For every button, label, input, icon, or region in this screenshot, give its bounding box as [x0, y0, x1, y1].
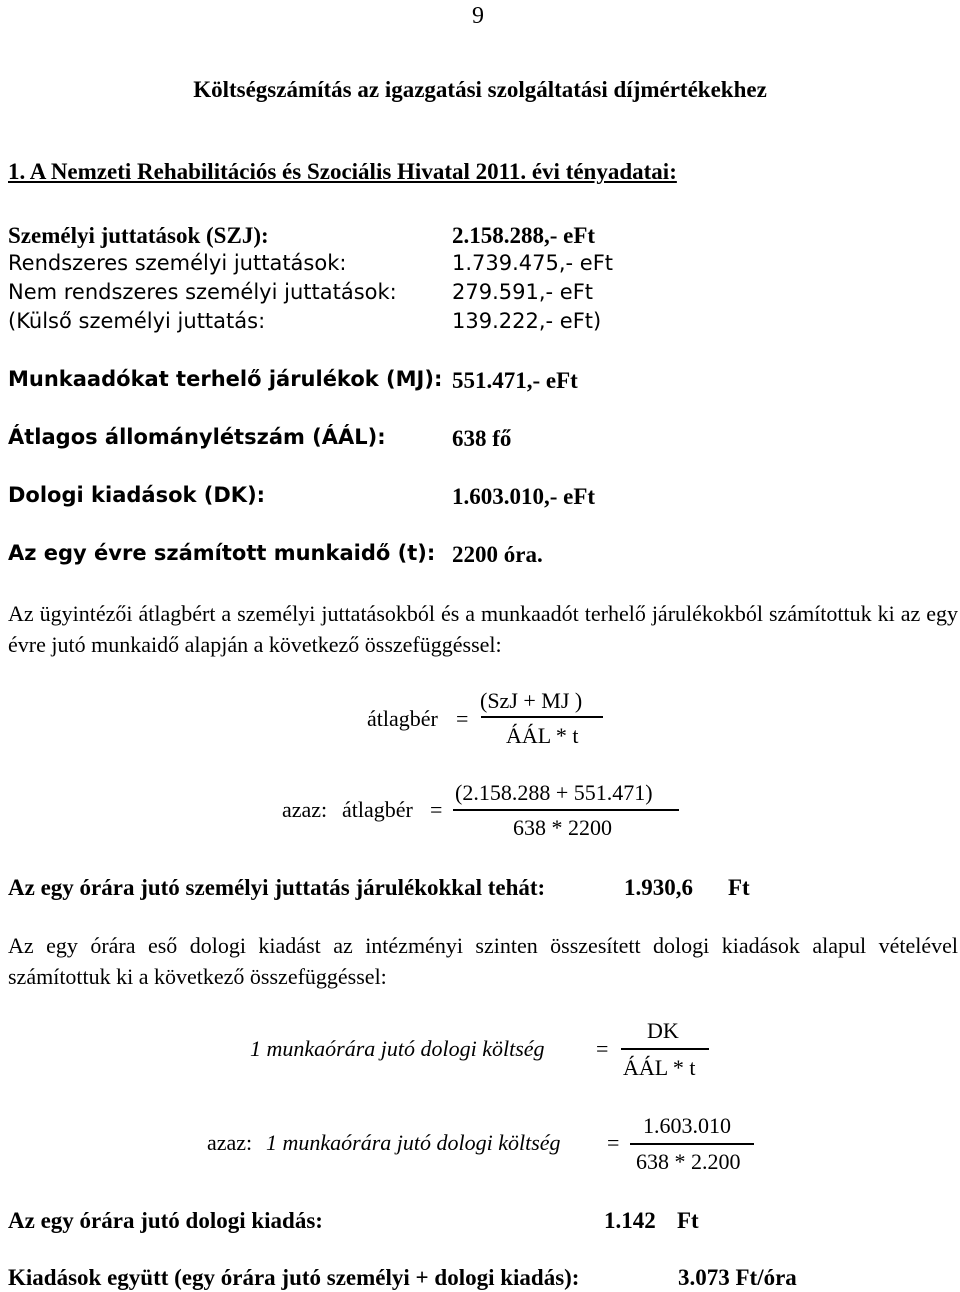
- row-label-mj: Munkaadókat terhelő járulékok (MJ):: [8, 367, 443, 391]
- result2-value: 1.142: [604, 1208, 656, 1233]
- document-title: Költségszámítás az igazgatási szolgáltatási díjmértékekhez: [193, 77, 767, 102]
- page-number: 9: [472, 3, 484, 29]
- formula3-lhs: 1 munkaórára jutó dologi költség: [250, 1036, 545, 1061]
- row-label-dk: Dologi kiadások (DK):: [8, 483, 266, 507]
- row-value-dk: 1.603.010,- eFt: [452, 484, 596, 509]
- result2-unit: Ft: [677, 1208, 699, 1233]
- formula1-lhs: átlagbér: [367, 706, 438, 731]
- row-value-kulso: 139.222,- eFt): [452, 309, 602, 333]
- result3-value: 3.073 Ft/óra: [678, 1265, 797, 1290]
- paragraph-dologi: Az egy órára eső dologi kiadást az intézményi szinten összesített dologi kiadások alapul vételével számítottuk ki a következő összefüggéssel:: [8, 933, 958, 989]
- result1-label: Az egy órára jutó személyi juttatás járulékokkal tehát:: [8, 875, 546, 900]
- formula3-fraction-bar: [621, 1048, 709, 1050]
- row-value-rendszeres: 1.739.475,- eFt: [452, 251, 614, 275]
- formula4-denominator: 638 * 2.200: [636, 1149, 741, 1174]
- formula1-fraction-bar: [481, 716, 603, 718]
- paragraph-atlagber: Az ügyintézői átlagbért a személyi juttatásokból és a munkaadót terhelő járulékokból számítottuk ki az egy évre jutó munkaidő alapján a következő összefüggéssel:: [8, 601, 958, 657]
- result2-label: Az egy órára jutó dologi kiadás:: [8, 1208, 323, 1233]
- result1-unit: Ft: [728, 875, 750, 900]
- result3-label: Kiadások együtt (egy órára jutó személyi + dologi kiadás):: [8, 1265, 580, 1290]
- formula1-numerator: (SzJ + MJ ): [480, 688, 583, 713]
- formula2-prefix: azaz:: [282, 797, 328, 822]
- row-label-munkaido: Az egy évre számított munkaidő (t):: [8, 541, 436, 565]
- formula1-denominator: ÁÁL * t: [506, 723, 579, 748]
- row-value-mj: 551.471,- eFt: [452, 368, 578, 393]
- formula4-fraction-bar: [630, 1143, 754, 1145]
- formula4-numerator: 1.603.010: [643, 1113, 731, 1138]
- row-label-nem-rendszeres: Nem rendszeres személyi juttatások:: [8, 280, 397, 304]
- result1-value: 1.930,6: [624, 875, 693, 900]
- formula2-denominator: 638 * 2200: [513, 815, 612, 840]
- row-label-aal: Átlagos állománylétszám (ÁÁL):: [8, 425, 386, 449]
- formula4-lhs: 1 munkaórára jutó dologi költség: [266, 1130, 561, 1155]
- formula3-denominator: ÁÁL * t: [623, 1055, 696, 1080]
- row-value-aal: 638 fő: [452, 426, 512, 451]
- formula2-equals: =: [430, 797, 443, 822]
- formula1-equals: =: [456, 706, 469, 731]
- formula2-fraction-bar: [453, 809, 679, 811]
- formula4-equals: =: [607, 1130, 620, 1155]
- section-heading: 1. A Nemzeti Rehabilitációs és Szociális Hivatal 2011. évi tényadatai:: [8, 159, 677, 184]
- formula2-lhs: átlagbér: [342, 797, 413, 822]
- formula3-numerator: DK: [647, 1018, 679, 1043]
- row-label-kulso: (Külső személyi juttatás:: [8, 309, 266, 333]
- row-value-nem-rendszeres: 279.591,- eFt: [452, 280, 594, 304]
- row-label-szj: Személyi juttatások (SZJ):: [8, 223, 269, 248]
- formula2-numerator: (2.158.288 + 551.471): [455, 780, 653, 805]
- formula4-prefix: azaz:: [207, 1130, 253, 1155]
- formula3-equals: =: [596, 1036, 609, 1061]
- row-value-szj: 2.158.288,- eFt: [452, 223, 596, 248]
- row-value-munkaido: 2200 óra.: [452, 542, 543, 567]
- row-label-rendszeres: Rendszeres személyi juttatások:: [8, 251, 347, 275]
